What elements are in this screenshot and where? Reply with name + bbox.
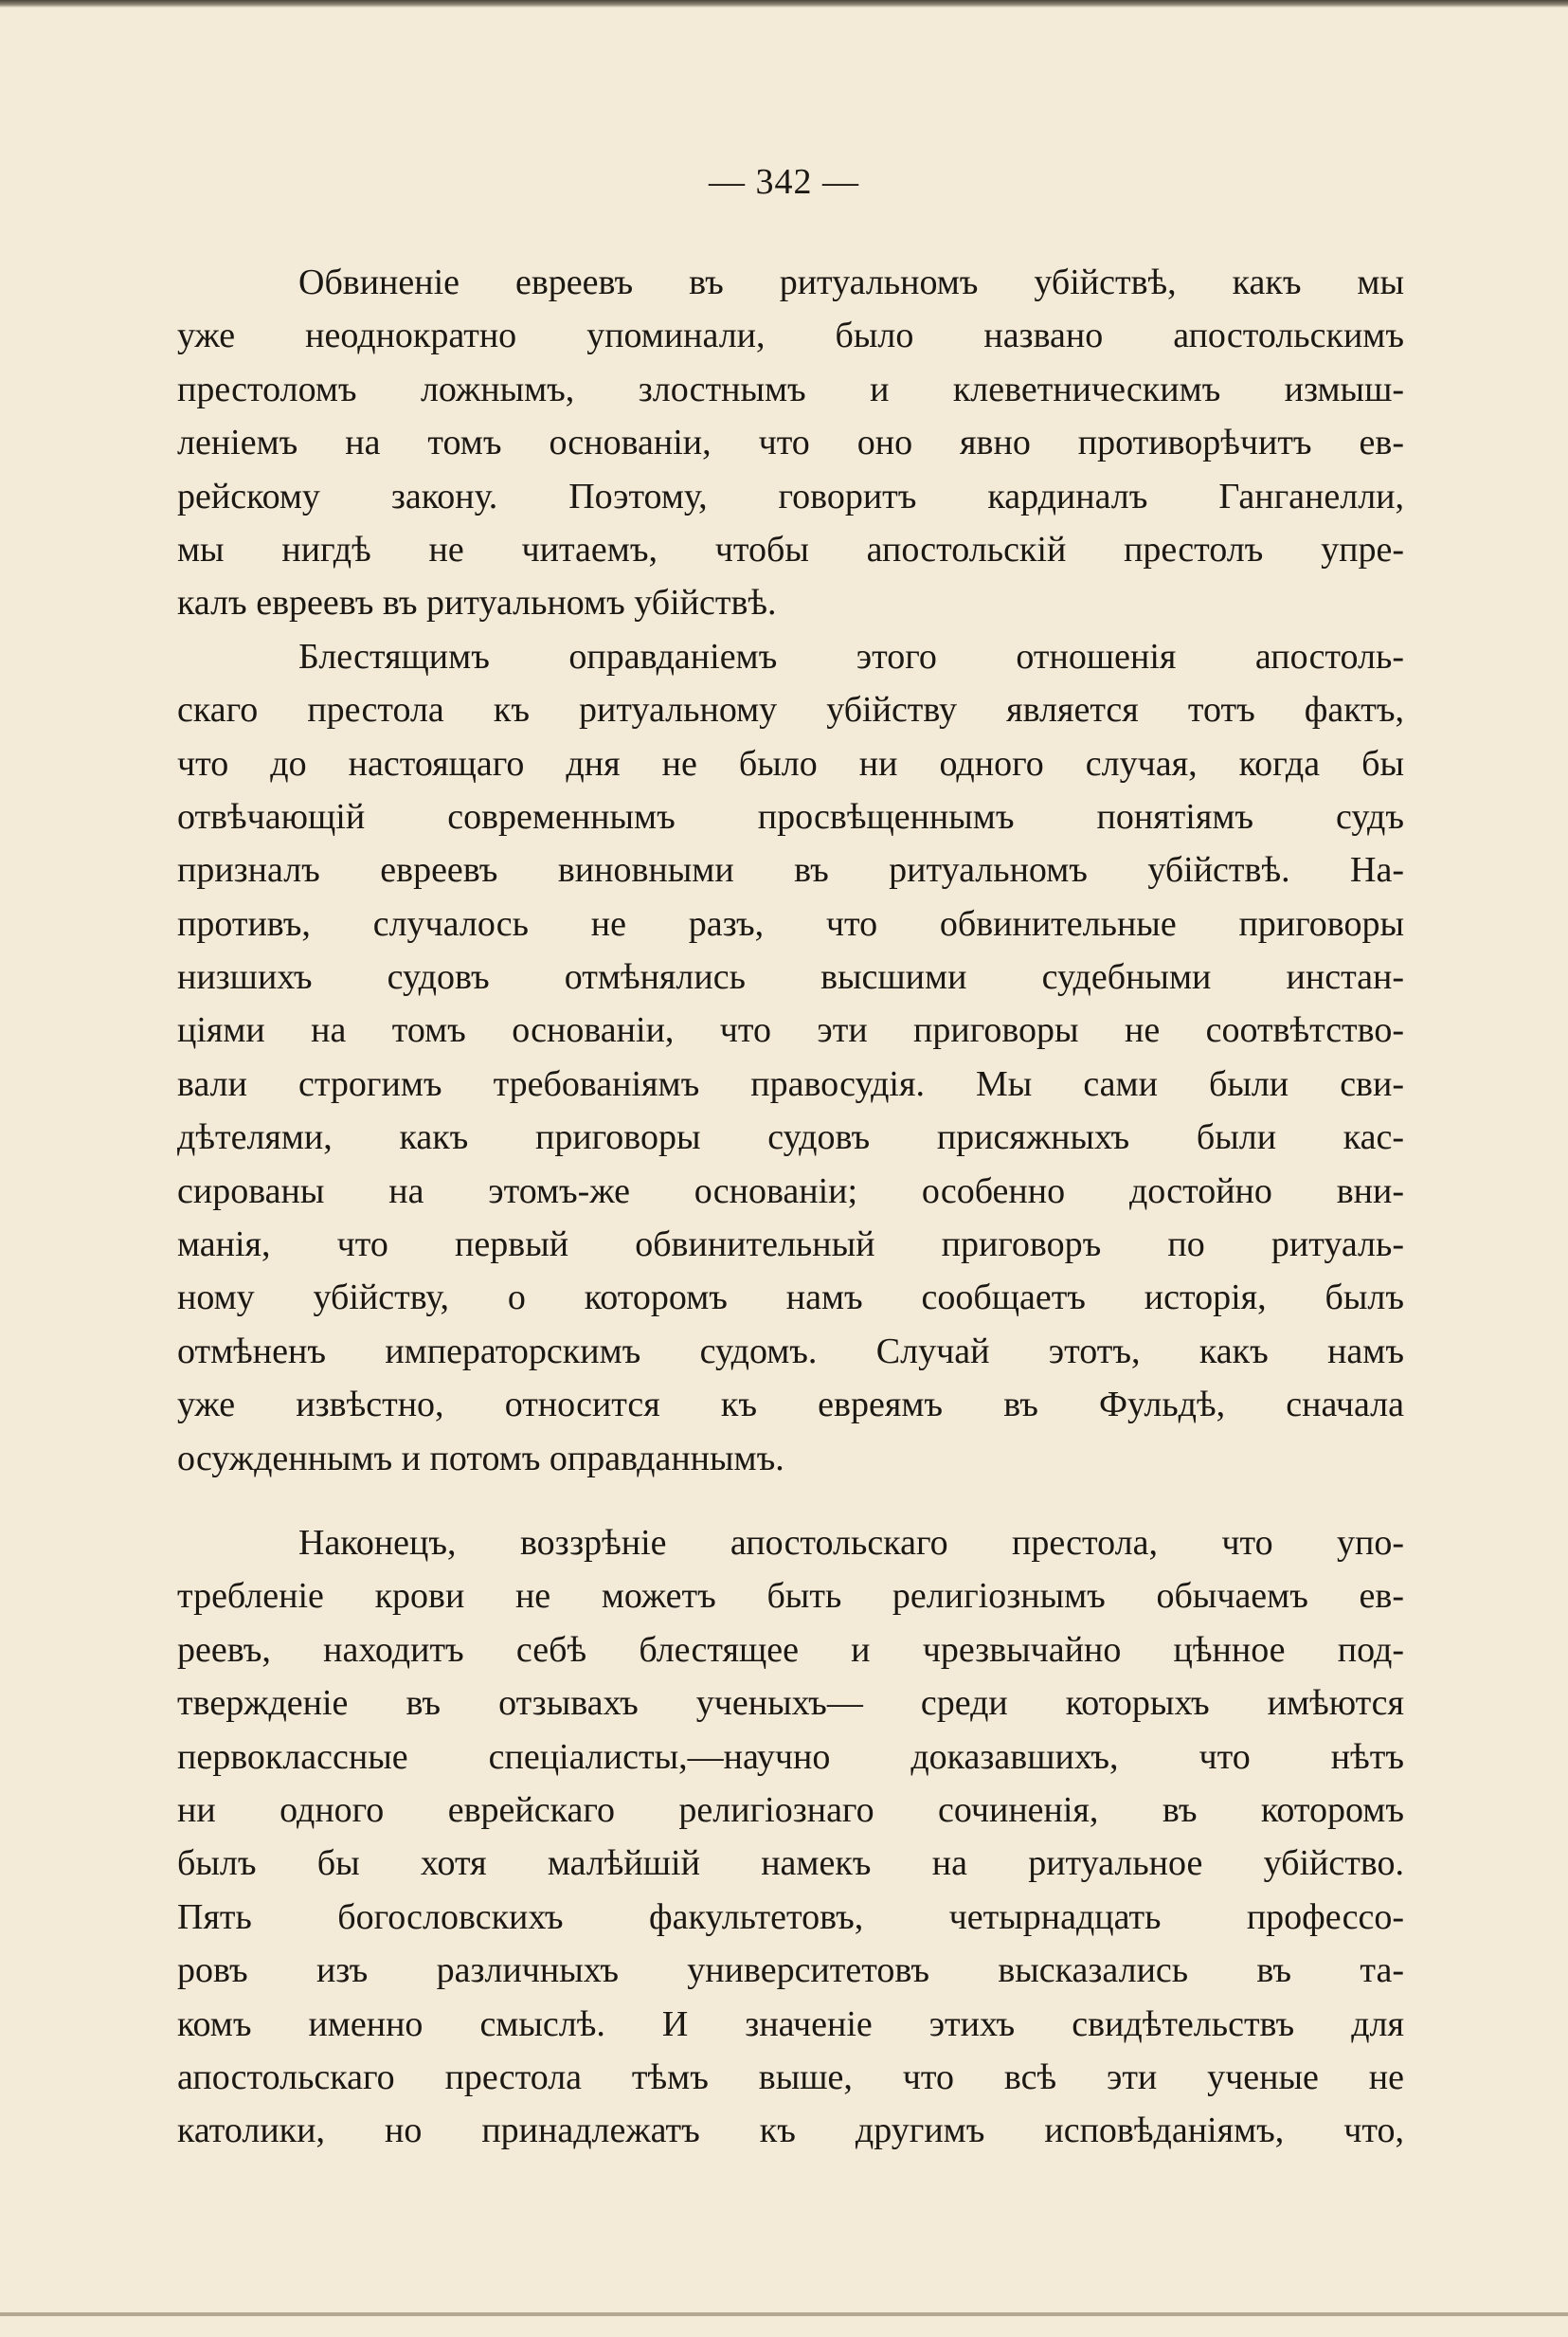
text-line: леніемъ на томъ основаніи, что оно явно противорѣчитъ ев- [177,423,1404,463]
text-line: призналъ евреевъ виновными въ ритуальномъ убійствѣ. На- [177,850,1404,891]
top-edge-rule [0,0,1568,8]
text-line: Наконецъ, воззрѣніе апостольскаго престола, что упо- [298,1522,1404,1563]
text-line: манія, что первый обвинительный приговоръ по ритуаль- [177,1224,1404,1265]
text-line: скаго престола къ ритуальному убійству является тотъ фактъ, [177,690,1404,731]
text-line: вали строгимъ требованіямъ правосудія. Мы сами были сви- [177,1063,1404,1104]
text-line: Пять богословскихъ факультетовъ, четырнадцать профессо- [177,1896,1404,1937]
body-text [177,256,1404,2158]
text-line: мы нигдѣ не читаемъ, чтобы апостольскій престолъ упре- [177,529,1404,570]
text-line: первоклассные спеціалисты,—научно доказавшихъ, что нѣтъ [177,1736,1404,1777]
text-line: требленіе крови не можетъ быть религіознымъ обычаемъ ев- [177,1576,1404,1617]
text-line: ціями на томъ основаніи, что эти приговоры не соотвѣтство- [177,1010,1404,1051]
text-line: что до настоящаго дня не было ни одного случая, когда бы [177,743,1404,784]
text-line: апостольскаго престола тѣмъ выше, что всѣ эти ученые не [177,2056,1404,2097]
page-number: — 342 — [709,162,859,202]
bottom-edge-rule [0,2312,1568,2316]
text-line: реевъ, находитъ себѣ блестящее и чрезвычайно цѣнное под- [177,1629,1404,1670]
paragraph-1 [177,256,1404,630]
text-line: противъ, случалось не разъ, что обвинительные приговоры [177,903,1404,944]
paragraph-2 [177,630,1404,1485]
paragraph-3 [177,1516,1404,2158]
text-line: престоломъ ложнымъ, злостнымъ и клеветническимъ измыш- [177,369,1404,409]
text-line: осужденнымъ и потомъ оправданнымъ. [177,1438,784,1478]
text-line: отвѣчающій современнымъ просвѣщеннымъ понятіямъ судъ [177,796,1404,837]
text-line: низшихъ судовъ отмѣнялись высшими судебными инстан- [177,957,1404,998]
text-line: ни одного еврейскаго религіознаго сочиненія, въ которомъ [177,1789,1404,1830]
text-line: рейскому закону. Поэтому, говоритъ кардиналъ Ганганелли, [177,476,1404,516]
text-line: сированы на этомъ-же основаніи; особенно достойно вни- [177,1170,1404,1211]
text-line: ровъ изъ различныхъ университетовъ высказались въ та- [177,1950,1404,1991]
text-line: уже неоднократно упоминали, было названо апостольскимъ [177,316,1404,356]
text-line: ному убійству, о которомъ намъ сообщаетъ исторія, былъ [177,1277,1404,1318]
text-line: комъ именно смыслѣ. И значеніе этихъ свидѣтельствъ для [177,2003,1404,2044]
text-line: отмѣненъ императорскимъ судомъ. Случай этотъ, какъ намъ [177,1331,1404,1371]
text-line: дѣтелями, какъ приговоры судовъ присяжныхъ были кас- [177,1117,1404,1158]
text-line: твержденіе въ отзывахъ ученыхъ— среди которыхъ имѣются [177,1683,1404,1724]
text-line: былъ бы хотя малѣйшій намекъ на ритуальное убійство. [177,1843,1404,1884]
text-line: католики, но принадлежатъ къ другимъ исповѣданіямъ, что, [177,2111,1404,2151]
text-line: уже извѣстно, относится къ евреямъ въ Фульдѣ, сначала [177,1385,1404,1425]
text-line: калъ евреевъ въ ритуальномъ убійствѣ. [177,583,777,624]
text-line: Обвиненіе евреевъ въ ритуальномъ убійствѣ, какъ мы [298,263,1404,302]
text-line: Блестящимъ оправданіемъ этого отношенія апостоль- [298,636,1404,677]
